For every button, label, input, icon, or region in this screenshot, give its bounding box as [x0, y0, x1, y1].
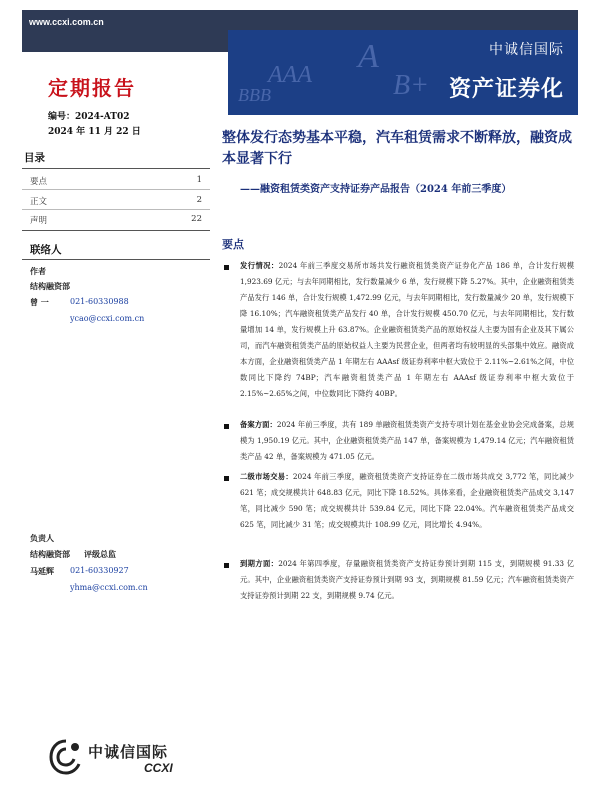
bullet-icon [224, 476, 229, 481]
lead-label: 负责人 [30, 533, 54, 543]
author-email[interactable]: ycao@ccxi.com.cn [70, 314, 145, 323]
divider [22, 209, 210, 210]
company-logo [48, 737, 188, 781]
contacts-heading: 联络人 [30, 244, 62, 256]
lead-name: 马延辉 [30, 566, 54, 576]
page-title: 整体发行态势基本平稳，汽车租赁需求不断释放，融资成本显著下行 [222, 130, 572, 167]
toc-item[interactable] [30, 195, 202, 207]
divider [22, 168, 210, 169]
logo-text-cn: 中诚信国际 [88, 743, 169, 761]
report-meta [48, 110, 141, 140]
report-date: 2024 年 11 月 22 日 [48, 127, 141, 137]
key-point-text: 2024 年前三季度交易所市场共发行融资租赁类资产证券化产品 186 单，合计发行规模 1,923.69 亿元；与去年同期相比，发行数量减少 6 单，发行规模下降 5.27%。其中，企业融资租赁类产品发行 146 单，合计发行规模 1,472.99 亿元，与去年同期相比，发行数量减少 20 单，发行规模下降 16.10%；汽车融资租赁类产品发行 40 单，合计发行规模 450.70 亿元，与去年同期相比，发行数量增加 14 单，发行规模上升 63.87%。企业融资租赁类产品的原始权益人主要为国有企业及其下属公司，而汽车融资租赁类产品的原始权益人主要为民营企业，但两者均有较明显的头部集中效应。融资成本方面，企业融资租赁类产品 1 年期左右 AAAsf 级证券利率中枢大致位于 2.11%~2.61%之间，中位数同比下降约 74BP；汽车融资租赁类产品 1 年期左右 AAAsf 级证券利率中枢大致位于 2.15%~2.65%之间，中位数同比下降约 40BP。 [240, 261, 574, 398]
page-subtitle: ——融资租赁类资产支持证券产品报告（2024 年前三季度） [240, 184, 512, 195]
banner-letter: BBB [238, 85, 271, 105]
bullet-icon [224, 265, 229, 270]
logo-text-en: CCXI [144, 761, 173, 775]
key-point-label: 二级市场交易： [240, 472, 293, 481]
bullet-icon [224, 563, 229, 568]
banner-letter: B+ [393, 70, 429, 101]
toc-label: 声明 [30, 216, 48, 226]
key-point-label: 到期方面： [240, 559, 279, 568]
header-stripe [22, 37, 228, 52]
author-phone[interactable]: 021-60330988 [70, 297, 129, 306]
toc-item[interactable] [30, 214, 202, 226]
product-name: 资产证券化 [448, 76, 564, 102]
divider [22, 230, 210, 231]
key-point [240, 469, 574, 533]
banner-letter: A [358, 38, 379, 75]
author-label: 作者 [30, 266, 46, 276]
key-points-heading: 要点 [222, 238, 244, 251]
key-point-label: 发行情况： [240, 261, 279, 270]
toc-page: 2 [196, 195, 202, 205]
divider [22, 259, 210, 260]
lead-dept: 结构融资部 [30, 549, 70, 559]
toc-label: 正文 [30, 197, 48, 207]
ccxi-logo-icon [48, 737, 84, 777]
divider [22, 189, 210, 190]
toc-heading: 目录 [24, 152, 45, 164]
toc-page: 22 [191, 214, 202, 224]
lead-title: 评级总监 [84, 549, 116, 559]
key-point-text: 2024 年第四季度，存量融资租赁类资产支持证券预计到期 115 支，到期规模 91.33 亿元。其中，企业融资租赁类资产支持证券预计到期 93 支，到期规模 81.59 亿元；汽车融资租赁类资产支持证券预计到期 22 支，到期规模 9.74 亿元。 [240, 559, 575, 600]
key-point [240, 258, 574, 402]
report-type: 定期报告 [48, 76, 136, 100]
key-point [240, 556, 574, 604]
key-point-text: 2024 年前三季度，融资租赁类资产支持证券在二级市场共成交 3,772 笔，同比减少 621 笔；成交规模共计 648.83 亿元，同比下降 18.52%。具体来看，企业融资租赁类产品成交 3,147 笔，同比减少 590 笔；成交规模共计 539.84 亿元，同比下降 22.04%。汽车融资租赁类产品成交 625 笔，同比减少 31 笔；成交规模共计 108.99 亿元，同比增长 4.94%。 [240, 472, 575, 529]
author-dept: 结构融资部 [30, 281, 70, 291]
report-number: 编号：2024-AT02 [48, 112, 130, 122]
bullet-icon [224, 424, 229, 429]
lead-email[interactable]: yhma@ccxi.com.cn [70, 583, 148, 592]
toc-page: 1 [196, 175, 202, 185]
key-point-label: 备案方面： [240, 420, 277, 429]
toc-item[interactable] [30, 175, 202, 187]
lead-phone[interactable]: 021-60330927 [70, 566, 129, 575]
website-url[interactable]: www.ccxi.com.cn [29, 17, 104, 27]
author-name: 曾 一 [30, 297, 49, 307]
banner-letter: AAA [268, 62, 312, 88]
toc-label: 要点 [30, 177, 48, 187]
key-point [240, 417, 574, 465]
header-banner [228, 30, 578, 115]
key-point-text: 2024 年前三季度，共有 189 单融资租赁类资产支持专项计划在基金业协会完成备案，总规模为 1,950.19 亿元。其中，企业融资租赁类产品 147 单，备案规模为 1,479.14 亿元；汽车融资租赁类产品 42 单，备案规模为 471.05 亿元。 [240, 420, 574, 461]
brand-name: 中诚信国际 [489, 42, 564, 58]
